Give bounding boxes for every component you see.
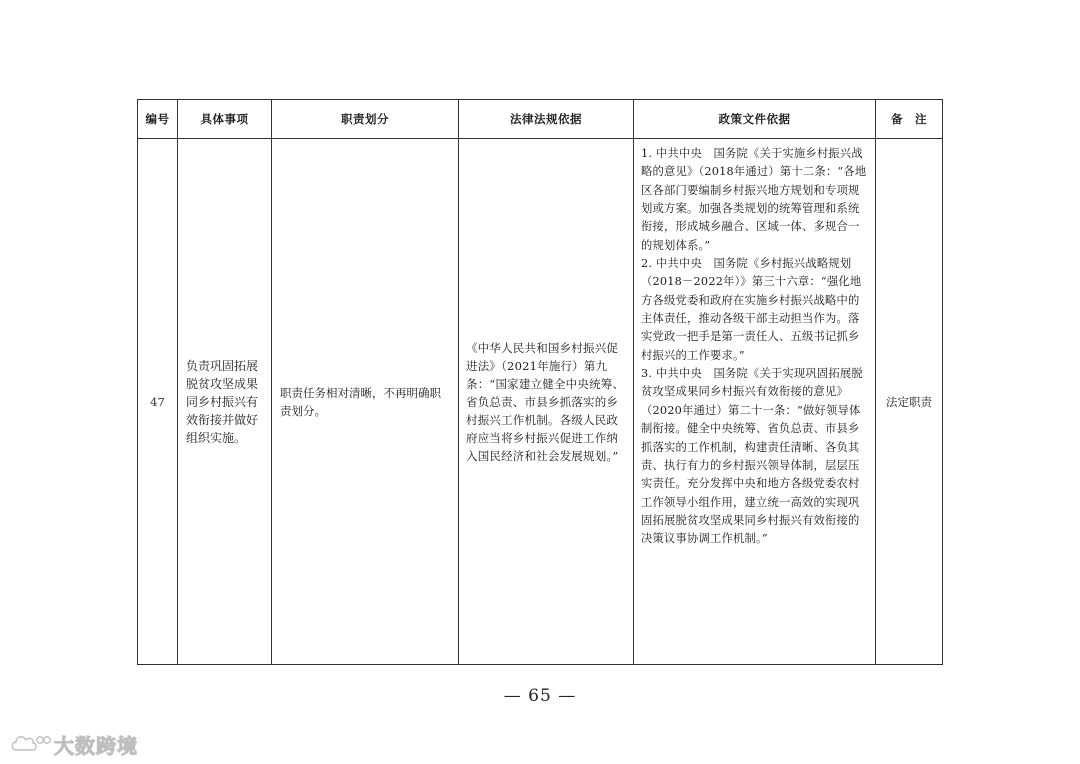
table-row bbox=[138, 139, 943, 665]
cell-number: 47 bbox=[138, 139, 178, 665]
header-policy-basis: 政策文件依据 bbox=[634, 100, 876, 139]
cell-duty-division: 职责任务相对清晰，不再明确职责划分。 bbox=[272, 139, 459, 665]
watermark-text: 大数跨境 bbox=[54, 733, 138, 758]
cell-legal-basis: 《中华人民共和国乡村振兴促进法》（2021年施行）第九条：“国家建立健全中央统筹、省负总责、市县乡抓落实的乡村振兴工作机制。各级人民政府应当将乡村振兴促进工作纳入国民经济和社会发展规划。” bbox=[459, 139, 634, 665]
cloud-logo-icon bbox=[10, 732, 52, 756]
policy-item-1: 1. 中共中央 国务院《关于实施乡村振兴战略的意见》（2018年通过）第十二条：“各地区各部门要编制乡村振兴地方规划和专项规划或方案。加强各类规划的统筹管理和系统衔接，形成城乡融合、区域一体、多规合一的规划体系。” bbox=[641, 147, 867, 252]
watermark bbox=[10, 731, 138, 757]
cell-remarks: 法定职责 bbox=[876, 139, 943, 665]
header-specific-item: 具体事项 bbox=[178, 100, 272, 139]
cell-specific-item: 负责巩固拓展脱贫攻坚成果同乡村振兴有效衔接并做好组织实施。 bbox=[178, 139, 272, 665]
header-number: 编号 bbox=[138, 100, 178, 139]
table-header-row bbox=[138, 100, 943, 139]
header-duty-division: 职责划分 bbox=[272, 100, 459, 139]
policy-table bbox=[137, 99, 943, 665]
header-legal-basis: 法律法规依据 bbox=[459, 100, 634, 139]
policy-item-2: 2. 中共中央 国务院《乡村振兴战略规划（2018－2022年）》第三十六章：“强化地方各级党委和政府在实施乡村振兴战略中的主体责任，推动各级干部主动担当作为。落实党政一把手是第一责任人、五级书记抓乡村振兴的工作要求。” bbox=[641, 257, 862, 362]
header-remarks: 备 注 bbox=[876, 100, 943, 139]
policy-item-3: 3. 中共中央 国务院《关于实现巩固拓展脱贫攻坚成果同乡村振兴有效衔接的意见》（2020年通过）第二十一条：“做好领导体制衔接。健全中央统筹、省负总责、市县乡抓落实的工作机制，构建责任清晰、各负其责、执行有力的乡村振兴领导体制，层层压实责任。充分发挥中央和地方各级党委农村工作领导小组作用，建立统一高效的实现巩固拓展脱贫攻坚成果同乡村振兴有效衔接的决策议事协调工作机制。” bbox=[641, 367, 863, 546]
cell-policy-basis bbox=[634, 139, 876, 665]
page-number: — 65 — bbox=[503, 686, 577, 706]
